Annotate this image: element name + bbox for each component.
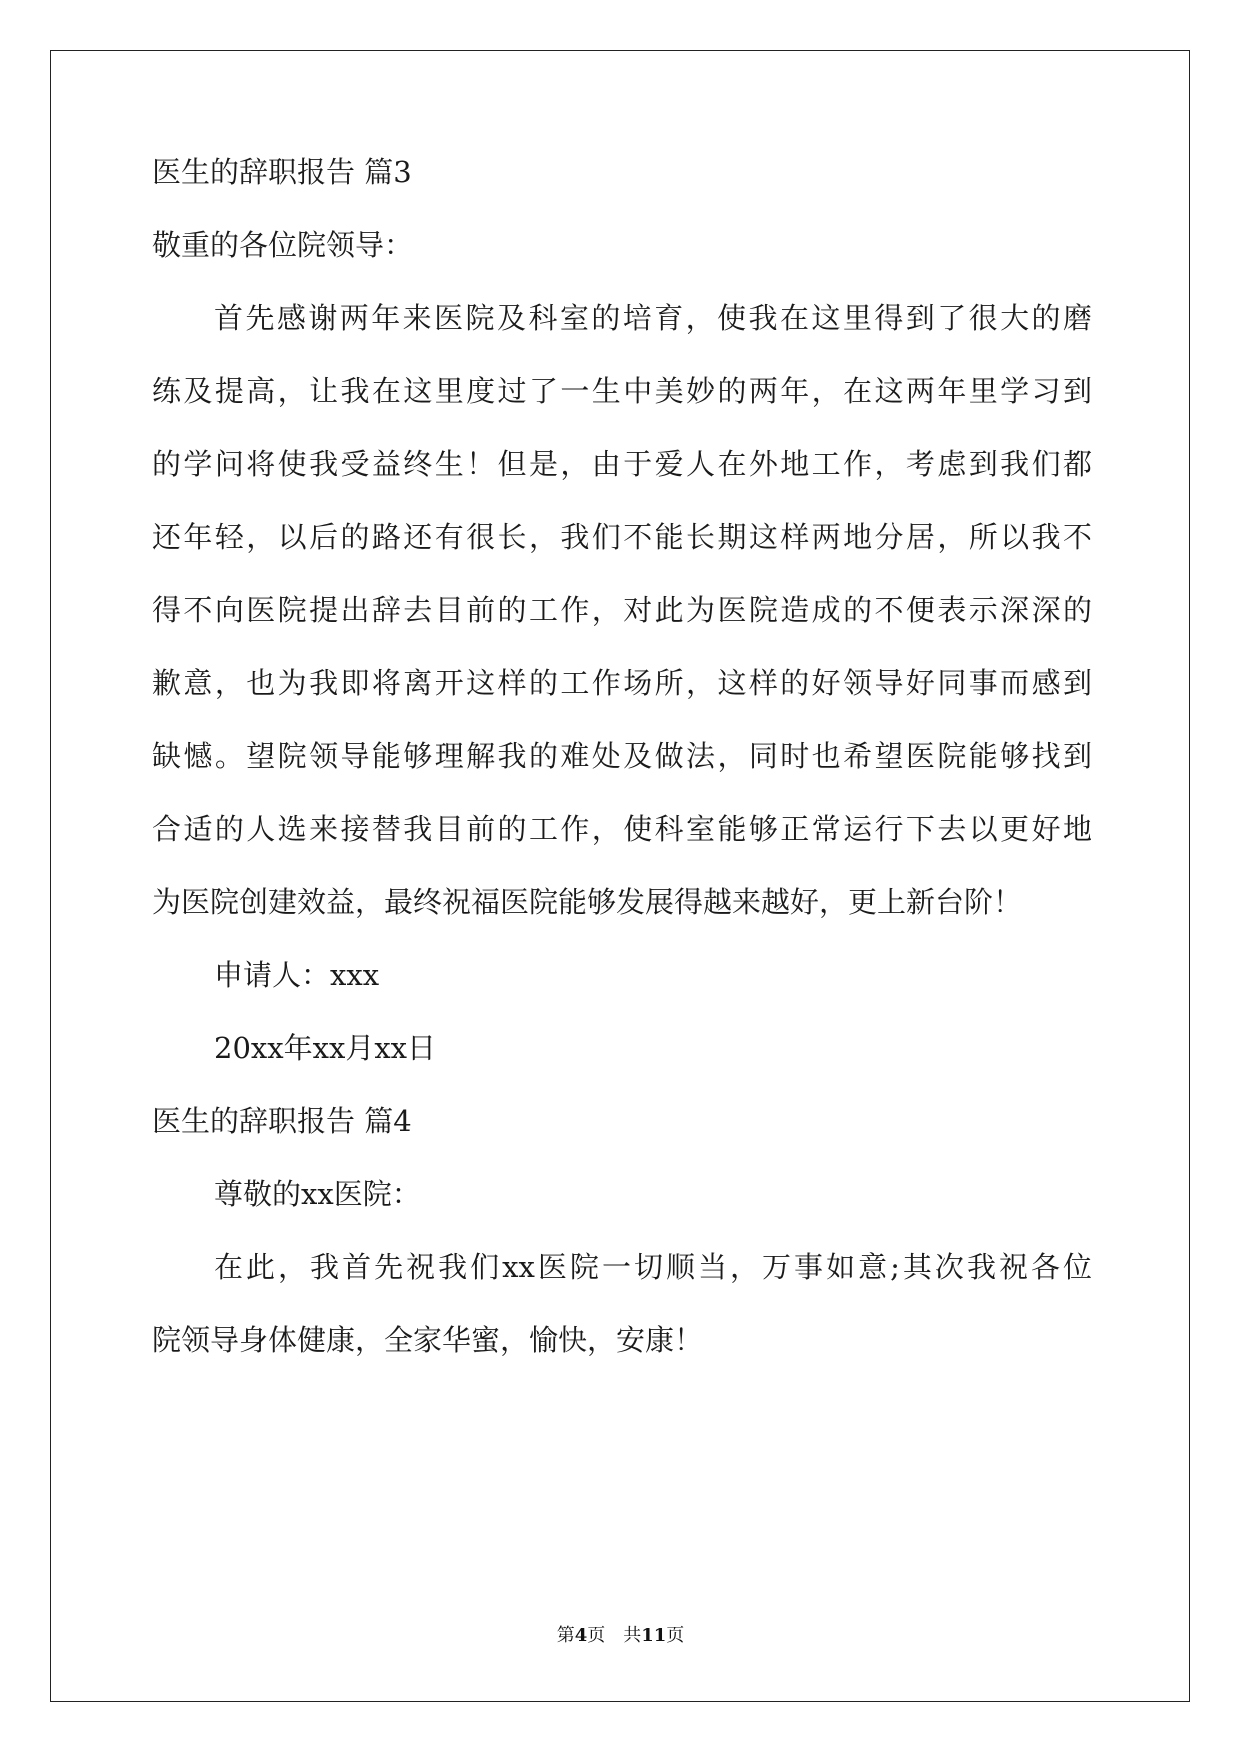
date-line: 20xx年xx月xx日 <box>214 1031 437 1065</box>
body-line: 缺憾。望院领导能够理解我的难处及做法，同时也希望医院能够找到 <box>152 739 1092 773</box>
body-line: 在此，我首先祝我们xx医院一切顺当，万事如意;其次我祝各位 <box>214 1250 1092 1284</box>
body-line: 歉意，也为我即将离开这样的工作场所，这样的好领导好同事而感到 <box>152 666 1092 700</box>
applicant-line: 申请人：xxx <box>214 958 380 992</box>
body-line: 还年轻，以后的路还有很长，我们不能长期这样两地分居，所以我不 <box>152 520 1092 554</box>
body-line: 院领导身体健康，全家华蜜，愉快，安康！ <box>152 1323 704 1357</box>
footer-mid: 页 共 <box>587 1625 642 1646</box>
body-line: 合适的人选来接替我目前的工作，使科室能够正常运行下去以更好地 <box>152 812 1092 846</box>
footer-page-number: 4 <box>574 1625 588 1646</box>
section4-salutation: 尊敬的xx医院： <box>214 1177 421 1211</box>
page-footer <box>0 1621 1241 1647</box>
body-line: 为医院创建效益，最终祝福医院能够发展得越来越好，更上新台阶！ <box>152 885 1023 919</box>
section4-title: 医生的辞职报告 篇4 <box>152 1104 412 1138</box>
footer-total-pages: 11 <box>641 1625 667 1646</box>
body-line: 得不向医院提出辞去目前的工作，对此为医院造成的不便表示深深的 <box>152 593 1092 627</box>
body-line: 练及提高，让我在这里度过了一生中美妙的两年，在这两年里学习到 <box>152 374 1092 408</box>
section3-salutation: 敬重的各位院领导： <box>152 228 414 262</box>
body-line: 首先感谢两年来医院及科室的培育，使我在这里得到了很大的磨 <box>214 301 1092 335</box>
body-line: 的学问将使我受益终生！但是，由于爱人在外地工作，考虑到我们都 <box>152 447 1092 481</box>
footer-suffix: 页 <box>666 1625 685 1646</box>
section3-title: 医生的辞职报告 篇3 <box>152 155 412 189</box>
footer-prefix: 第 <box>556 1625 575 1646</box>
